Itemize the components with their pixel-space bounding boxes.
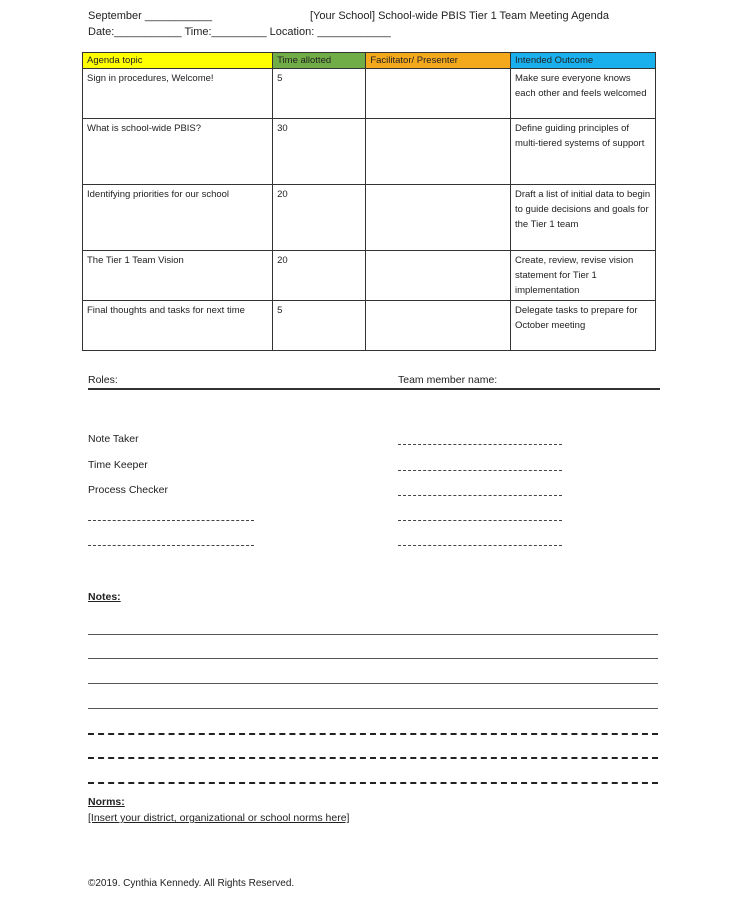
team-member-name-label: Team member name:: [398, 374, 498, 386]
table-row: [83, 185, 656, 251]
notes-line[interactable]: [88, 733, 658, 735]
row-topic: What is school-wide PBIS?: [83, 119, 273, 185]
norms-label: Norms:: [88, 796, 125, 808]
roles-divider: [88, 388, 660, 390]
role-process-checker: Process Checker: [88, 484, 168, 496]
row-outcome: Make sure everyone knows each other and feels welcomed: [511, 69, 656, 119]
row-topic: Sign in procedures, Welcome!: [83, 69, 273, 119]
table-row: [83, 69, 656, 119]
row-time: 5: [273, 69, 366, 119]
table-row: [83, 119, 656, 185]
row-time: 5: [273, 301, 366, 351]
agenda-title: [Your School] School-wide PBIS Tier 1 Team Meeting Agenda: [310, 10, 610, 22]
extra-name-field[interactable]: [398, 520, 562, 521]
notes-line[interactable]: [88, 658, 658, 659]
notes-line[interactable]: [88, 683, 658, 684]
norms-placeholder: [Insert your district, organizational or school norms here]: [88, 812, 350, 824]
process-checker-name-field[interactable]: [398, 495, 562, 496]
header-agenda-topic: Agenda topic: [83, 53, 273, 69]
notes-label: Notes:: [88, 591, 121, 603]
table-row: [83, 251, 656, 301]
header-line1-left: September ___________: [88, 10, 213, 22]
row-facilitator: [366, 185, 511, 251]
extra-name-field[interactable]: [398, 545, 562, 546]
row-topic: Identifying priorities for our school: [83, 185, 273, 251]
row-outcome: Delegate tasks to prepare for October meeting: [511, 301, 656, 351]
extra-role-field[interactable]: [88, 520, 254, 521]
row-facilitator: [366, 69, 511, 119]
role-note-taker: Note Taker: [88, 433, 139, 445]
row-outcome: Define guiding principles of multi-tiered systems of support: [511, 119, 656, 185]
notes-line[interactable]: [88, 782, 658, 784]
row-topic: The Tier 1 Team Vision: [83, 251, 273, 301]
header-line2: Date:___________ Time:_________ Location: ____________: [88, 26, 391, 38]
header-facilitator: Facilitator/ Presenter: [366, 53, 511, 69]
row-time: 20: [273, 251, 366, 301]
header-intended-outcome: Intended Outcome: [511, 53, 656, 69]
roles-label: Roles:: [88, 374, 118, 386]
row-facilitator: [366, 251, 511, 301]
table-row: [83, 301, 656, 351]
row-topic: Final thoughts and tasks for next time: [83, 301, 273, 351]
row-time: 30: [273, 119, 366, 185]
header-time-allotted: Time allotted: [273, 53, 366, 69]
extra-role-field[interactable]: [88, 545, 254, 546]
row-facilitator: [366, 301, 511, 351]
row-facilitator: [366, 119, 511, 185]
agenda-header-row: [83, 53, 656, 69]
copyright-footer: ©2019. Cynthia Kennedy. All Rights Reserved.: [88, 878, 295, 889]
agenda-table: [82, 52, 656, 351]
notes-line[interactable]: [88, 757, 658, 759]
row-outcome: Draft a list of initial data to begin to guide decisions and goals for the Tier 1 team: [511, 185, 656, 251]
note-taker-name-field[interactable]: [398, 444, 562, 445]
row-time: 20: [273, 185, 366, 251]
notes-line[interactable]: [88, 708, 658, 709]
role-time-keeper: Time Keeper: [88, 459, 148, 471]
row-outcome: Create, review, revise vision statement for Tier 1 implementation: [511, 251, 656, 301]
time-keeper-name-field[interactable]: [398, 470, 562, 471]
notes-line[interactable]: [88, 634, 658, 635]
